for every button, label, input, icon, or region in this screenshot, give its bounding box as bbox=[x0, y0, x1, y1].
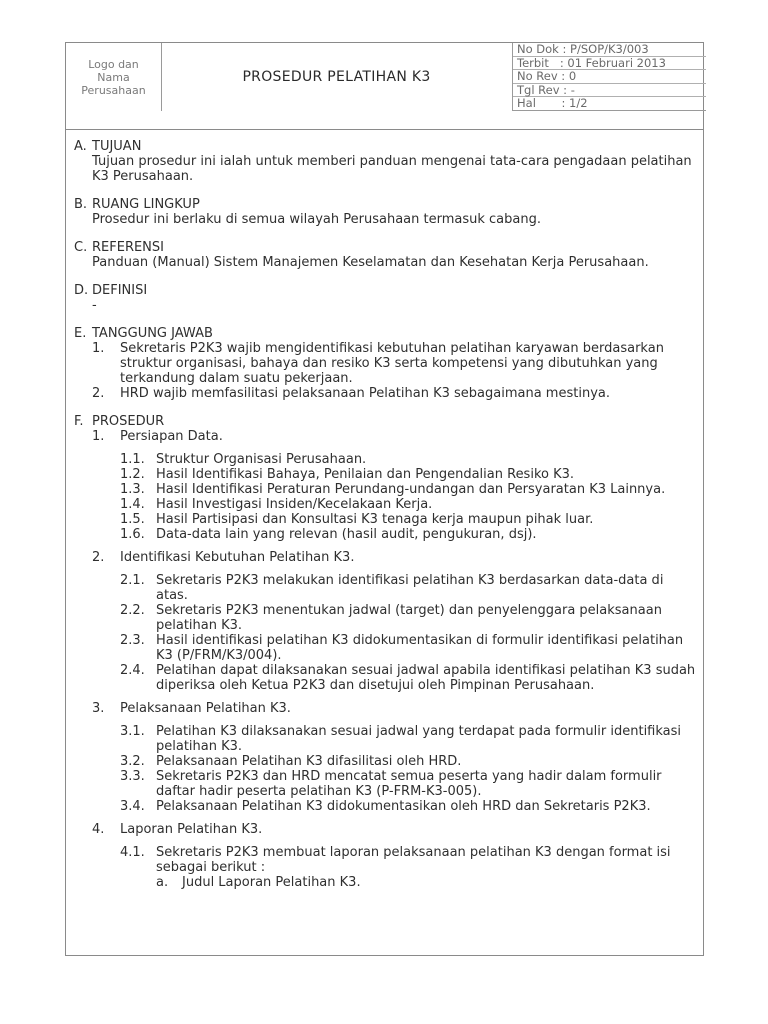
list-number: 3. bbox=[92, 701, 105, 716]
sub-list-item bbox=[120, 482, 699, 497]
sub-list-text: Sekretaris P2K3 membuat laporan pelaksanaan pelatihan K3 dengan format isi sebagai berikut : bbox=[156, 845, 671, 875]
sub-list-item bbox=[120, 845, 699, 875]
sub-list-number: 2.4. bbox=[120, 663, 145, 678]
sub-list bbox=[120, 724, 699, 814]
list-text: Persiapan Data. bbox=[120, 429, 223, 444]
list-number: 1. bbox=[92, 429, 105, 444]
section-definisi bbox=[74, 283, 699, 313]
procedure-step bbox=[74, 429, 699, 542]
section-letter: E. bbox=[74, 326, 87, 341]
sub-list-item bbox=[120, 527, 699, 542]
doc-page-number: Hal : 1/2 bbox=[513, 97, 706, 111]
sub-list-number: 1.5. bbox=[120, 512, 145, 527]
header-divider bbox=[66, 129, 703, 130]
sub-list-number: 1.2. bbox=[120, 467, 145, 482]
sub-list-text: Hasil identifikasi pelatihan K3 didokumentasikan di formulir identifikasi pelatihan K3 (P/FRM/K3/004). bbox=[156, 633, 684, 663]
sub-list-number: 3.2. bbox=[120, 754, 145, 769]
list-item bbox=[92, 701, 699, 716]
sub-list-item bbox=[120, 603, 699, 633]
list-item bbox=[92, 822, 699, 837]
doc-number: No Dok : P/SOP/K3/003 bbox=[513, 43, 706, 57]
doc-issue-date: Terbit : 01 Februari 2013 bbox=[513, 57, 706, 71]
section-referensi bbox=[74, 240, 699, 270]
sub-list-number: 2.3. bbox=[120, 633, 145, 648]
sub-list-number: 1.4. bbox=[120, 497, 145, 512]
sub-list-text: Pelaksanaan Pelatihan K3 difasilitasi oleh HRD. bbox=[156, 754, 462, 769]
doc-revision-date: Tgl Rev : - bbox=[513, 84, 706, 98]
section-letter: B. bbox=[74, 197, 88, 212]
section-prosedur bbox=[74, 414, 699, 890]
list-number: 2. bbox=[92, 386, 105, 401]
sub-list-item bbox=[120, 497, 699, 512]
section-title: REFERENSI bbox=[92, 240, 164, 255]
section-letter: D. bbox=[74, 283, 89, 298]
sub-list-item bbox=[120, 724, 699, 754]
list-text: Laporan Pelatihan K3. bbox=[120, 822, 263, 837]
sub-list-text: Hasil Investigasi Insiden/Kecelakaan Kerja. bbox=[156, 497, 433, 512]
list-item bbox=[92, 341, 699, 386]
list-item bbox=[92, 429, 699, 444]
sub-list-text: Pelaksanaan Pelatihan K3 didokumentasikan oleh HRD dan Sekretaris P2K3. bbox=[156, 799, 651, 814]
list-text: HRD wajib memfasilitasi pelaksanaan Pelatihan K3 sebagaimana mestinya. bbox=[120, 386, 610, 401]
sub-list-text: Pelatihan K3 dilaksanakan sesuai jadwal yang terdapat pada formulir identifikasi pelatihan K3. bbox=[156, 724, 682, 754]
sub-list-item bbox=[120, 799, 699, 814]
section-ruang-lingkup bbox=[74, 197, 699, 227]
list-text: Sekretaris P2K3 wajib mengidentifikasi kebutuhan pelatihan karyawan berdasarkan struktur organisasi, bahaya dan resiko K3 serta kompetensi yang dibutuhkan yang terkandung dalam suatu pekerjaan. bbox=[120, 341, 664, 386]
document-title: PROSEDUR PELATIHAN K3 bbox=[242, 69, 431, 85]
sub-list-text: Pelatihan dapat dilaksanakan sesuai jadwal apabila identifikasi pelatihan K3 sudah diperiksa oleh Ketua P2K3 dan disetujui oleh Pimpinan Perusahaan. bbox=[156, 663, 696, 693]
sub-list-text: Hasil Identifikasi Peraturan Perundang-undangan dan Persyaratan K3 Lainnya. bbox=[156, 482, 666, 497]
sub-list-item bbox=[120, 452, 699, 467]
procedure-step bbox=[74, 550, 699, 693]
sub-list-number: 4.1. bbox=[120, 845, 145, 860]
document-body bbox=[74, 139, 699, 903]
sub-list-number: 3.4. bbox=[120, 799, 145, 814]
alpha-list-item bbox=[156, 875, 699, 890]
document-header bbox=[66, 43, 703, 129]
list-item bbox=[92, 386, 699, 401]
sub-list-number: 1.6. bbox=[120, 527, 145, 542]
document-info-box bbox=[512, 43, 706, 111]
procedure-step bbox=[74, 701, 699, 814]
sub-list-number: 3.1. bbox=[120, 724, 145, 739]
list-number: 1. bbox=[92, 341, 105, 356]
sub-list-number: 1.3. bbox=[120, 482, 145, 497]
alpha-list-text: Judul Laporan Pelatihan K3. bbox=[182, 875, 361, 890]
sub-list-text: Data-data lain yang relevan (hasil audit, pengukuran, dsj). bbox=[156, 527, 537, 542]
section-tanggung-jawab bbox=[74, 326, 699, 401]
list-number: 2. bbox=[92, 550, 105, 565]
sub-list-item bbox=[120, 467, 699, 482]
sub-list-text: Sekretaris P2K3 melakukan identifikasi pelatihan K3 berdasarkan data-data di atas. bbox=[156, 573, 664, 603]
alpha-list-letter: a. bbox=[156, 875, 169, 890]
section-title: RUANG LINGKUP bbox=[92, 197, 200, 212]
sub-list-item bbox=[120, 573, 699, 603]
section-text: - bbox=[92, 298, 97, 313]
sub-list bbox=[120, 452, 699, 542]
list-item bbox=[92, 550, 699, 565]
list-text: Pelaksanaan Pelatihan K3. bbox=[120, 701, 291, 716]
section-title: TUJUAN bbox=[92, 139, 142, 154]
section-title: DEFINISI bbox=[92, 283, 148, 298]
sub-list-item bbox=[120, 769, 699, 799]
section-tujuan bbox=[74, 139, 699, 184]
company-logo-placeholder: Logo dan Nama Perusahaan bbox=[66, 43, 162, 111]
sub-list-text: Sekretaris P2K3 menentukan jadwal (target) dan penyelenggara pelaksanaan pelatihan K3. bbox=[156, 603, 662, 633]
sub-list-item bbox=[120, 754, 699, 769]
document-page bbox=[65, 42, 704, 956]
sub-list-text: Hasil Partisipasi dan Konsultasi K3 tenaga kerja maupun pihak luar. bbox=[156, 512, 594, 527]
section-letter: F. bbox=[74, 414, 84, 429]
list-text: Identifikasi Kebutuhan Pelatihan K3. bbox=[120, 550, 355, 565]
sub-list-number: 1.1. bbox=[120, 452, 145, 467]
section-title: TANGGUNG JAWAB bbox=[92, 326, 213, 341]
section-letter: A. bbox=[74, 139, 87, 154]
section-text: Panduan (Manual) Sistem Manajemen Keselamatan dan Kesehatan Kerja Perusahaan. bbox=[92, 255, 649, 270]
sub-list-item bbox=[120, 512, 699, 527]
sub-list-text: Struktur Organisasi Perusahaan. bbox=[156, 452, 367, 467]
list-number: 4. bbox=[92, 822, 105, 837]
doc-revision-number: No Rev : 0 bbox=[513, 70, 706, 84]
sub-list-number: 2.2. bbox=[120, 603, 145, 618]
sub-list-number: 3.3. bbox=[120, 769, 145, 784]
sub-list bbox=[120, 845, 699, 890]
sub-list-number: 2.1. bbox=[120, 573, 145, 588]
sub-list-text: Sekretaris P2K3 dan HRD mencatat semua peserta yang hadir dalam formulir daftar hadir peserta pelatihan K3 (P-FRM-K3-005). bbox=[156, 769, 662, 799]
section-text: Prosedur ini berlaku di semua wilayah Perusahaan termasuk cabang. bbox=[92, 212, 541, 227]
sub-list-item bbox=[120, 633, 699, 663]
sub-list bbox=[120, 573, 699, 693]
sub-list-text: Hasil Identifikasi Bahaya, Penilaian dan Pengendalian Resiko K3. bbox=[156, 467, 575, 482]
section-text: Tujuan prosedur ini ialah untuk memberi panduan mengenai tata-cara pengadaan pelatihan K3 Perusahaan. bbox=[92, 154, 692, 184]
section-letter: C. bbox=[74, 240, 88, 255]
sub-list-item bbox=[120, 663, 699, 693]
procedure-step bbox=[74, 822, 699, 890]
section-title: PROSEDUR bbox=[92, 414, 165, 429]
